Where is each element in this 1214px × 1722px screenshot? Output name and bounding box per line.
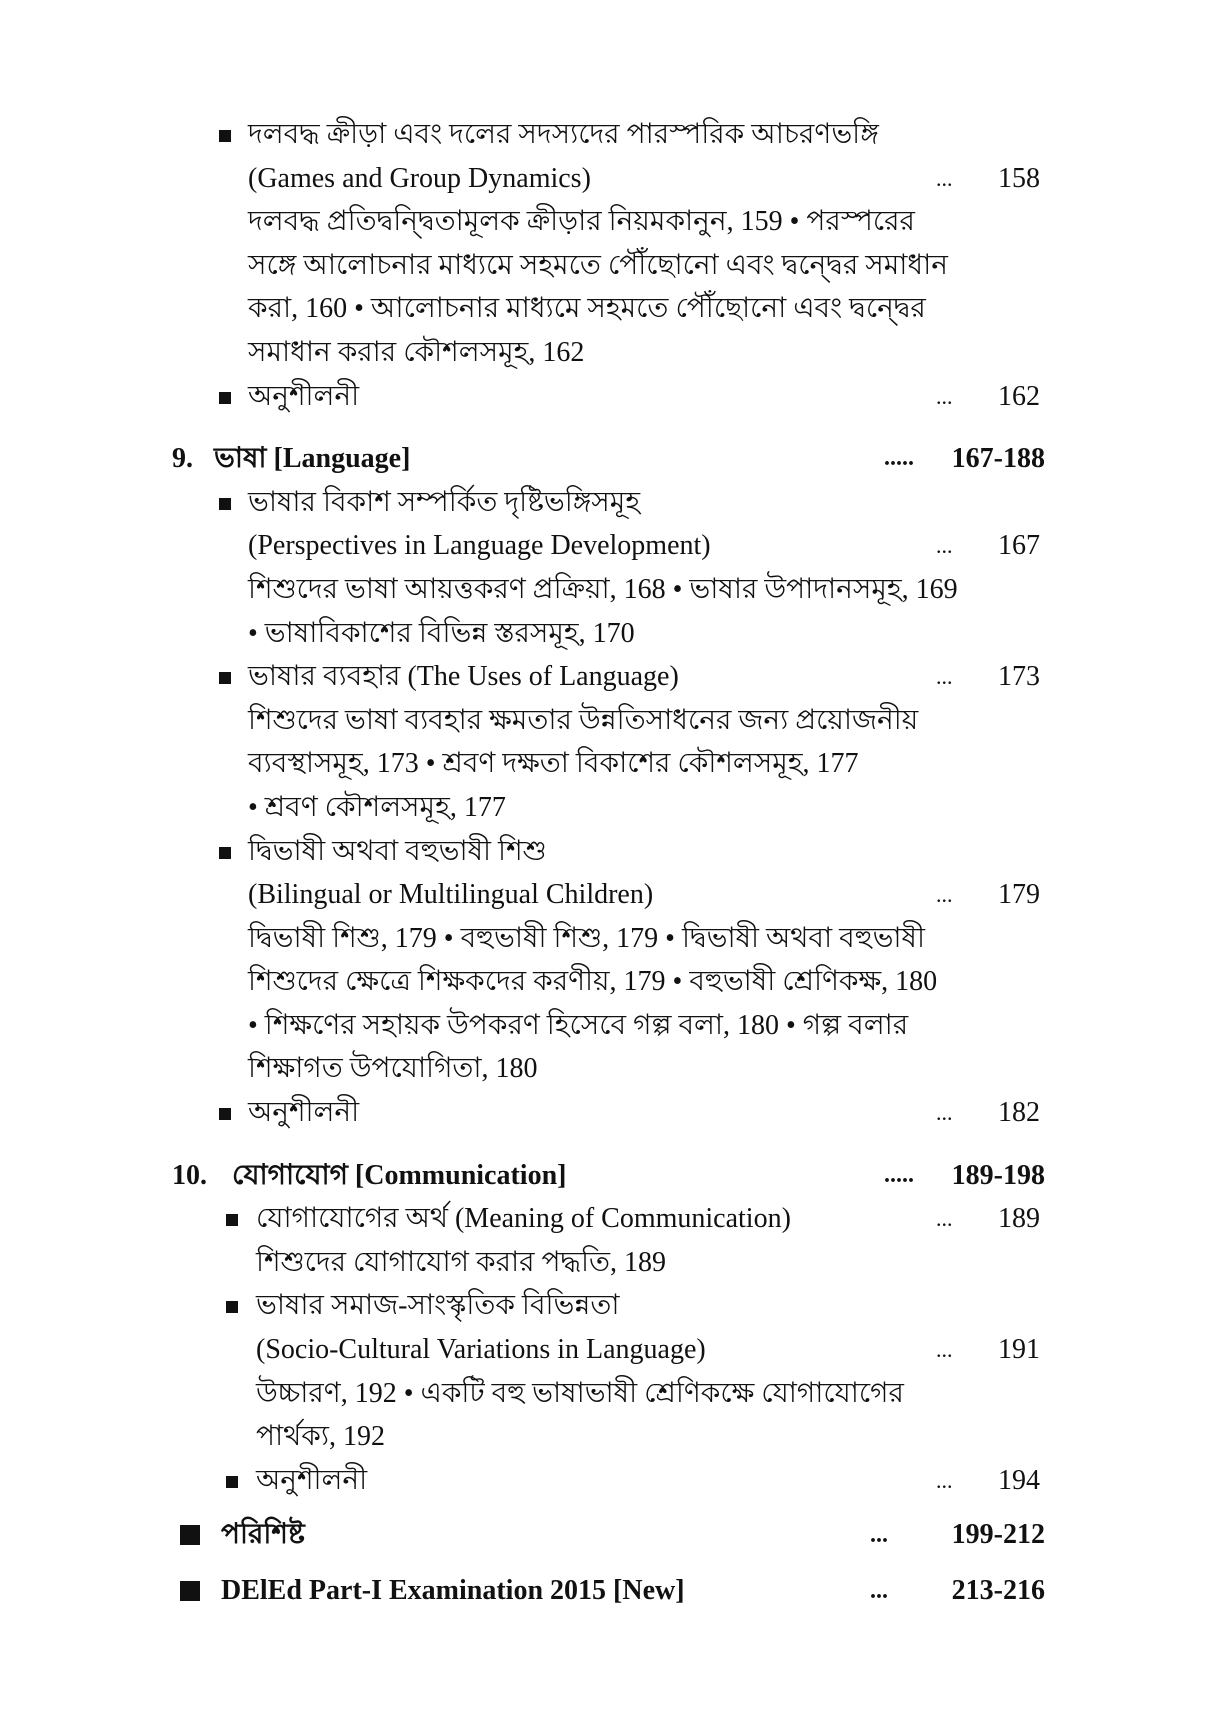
toc-subtopic-line [0, 1047, 1214, 1091]
page-range: 199-212 [951, 1519, 1045, 1551]
subtopic-text: ব্যবস্থাসমূহ, 173 • শ্রবণ দক্ষতা বিকাশের কৌশলসমূহ, 177 [248, 748, 859, 780]
toc-subtopic-line [0, 1004, 1214, 1048]
toc-subtopic-line [0, 568, 1214, 612]
subtopic-text: (Games and Group Dynamics) [248, 162, 591, 194]
entry-title: ভাষার সমাজ-সাংস্কৃতিক বিভিন্নতা [256, 1290, 620, 1322]
entry-title: ভাষার ব্যবহার (The Uses of Language) [248, 661, 679, 693]
toc-subtopic-line [0, 742, 1214, 786]
entry-title: DElEd Part-I Examination 2015 [New] [221, 1575, 685, 1607]
subtopic-text: সঙ্গে আলোচনার মাধ্যমে সহমতে পৌঁছোনো এবং দ্বন্দ্বের সমাধান [248, 249, 948, 281]
subtopic-text: দ্বিভাষী শিশু, 179 • বহুভাষী শিশু, 179 • দ্বিভাষী অথবা বহুভাষী [248, 922, 926, 954]
leader-dots: ... [936, 1100, 953, 1126]
toc-subtopic-line [0, 1241, 1214, 1285]
subtopic-text: শিক্ষাগত উপযোগিতা, 180 [248, 1053, 538, 1085]
page-number: 194 [998, 1464, 1040, 1496]
toc-entry [0, 113, 1214, 157]
leader-dots: ... [936, 165, 953, 191]
leader-dots: ..... [884, 445, 914, 472]
toc-subtopic-line [0, 699, 1214, 743]
subtopic-text: (Bilingual or Multilingual Children) [248, 879, 654, 911]
entry-title: ভাষার বিকাশ সম্পর্কিত দৃষ্টিভঙ্গিসমূহ [248, 486, 641, 518]
toc-subtopic-line [0, 1415, 1214, 1459]
entry-title: অনুশীলনী [248, 380, 360, 412]
page-range: 167-188 [951, 443, 1045, 475]
page-number: 167 [998, 530, 1040, 562]
square-bullet-icon [180, 1581, 200, 1601]
toc-subtopic-line [0, 157, 1214, 201]
toc-subtopic-line [0, 1328, 1214, 1372]
entry-title: যোগাযোগের অর্থ (Meaning of Communication) [256, 1203, 791, 1235]
square-bullet-icon [180, 1525, 200, 1545]
leader-dots: ... [936, 882, 953, 908]
page-range: 213-216 [951, 1575, 1045, 1607]
page-number: 162 [998, 380, 1040, 412]
page-range: 189-198 [951, 1159, 1045, 1191]
toc-subtopic-line [0, 244, 1214, 288]
subtopic-text: শিশুদের ক্ষেত্রে শিক্ষকদের করণীয়, 179 • বহুভাষী শ্রেণিকক্ষ, 180 [248, 966, 938, 998]
subtopic-text: (Socio-Cultural Variations in Language) [256, 1334, 706, 1366]
page-number: 179 [998, 879, 1040, 911]
entry-title: পরিশিষ্ট [221, 1519, 305, 1551]
leader-dots: ... [936, 383, 953, 409]
toc-subtopic-line [0, 331, 1214, 375]
subtopic-text: (Perspectives in Language Development) [248, 530, 711, 562]
chapter-number: 10. [172, 1159, 207, 1191]
toc-entry [0, 1284, 1214, 1328]
square-bullet-icon [219, 847, 231, 859]
subtopic-text: শিশুদের ভাষা আয়ত্তকরণ প্রক্রিয়া, 168 • ভাষার উপাদানসমূহ, 169 [248, 573, 958, 605]
subtopic-text: শিশুদের ভাষা ব্যবহার ক্ষমতার উন্নতিসাধনের জন্য প্রয়োজনীয় [248, 704, 919, 736]
toc-entry [0, 1459, 1214, 1503]
leader-dots: ..... [884, 1161, 914, 1188]
toc-entry [0, 375, 1214, 419]
page-number: 158 [998, 162, 1040, 194]
toc-subtopic-line [0, 612, 1214, 656]
toc-subtopic-line [0, 786, 1214, 830]
square-bullet-icon [226, 1301, 238, 1313]
toc-entry [0, 1091, 1214, 1135]
square-bullet-icon [226, 1214, 238, 1226]
square-bullet-icon [219, 392, 231, 404]
leader-dots: ... [936, 533, 953, 559]
toc-subtopic-line [0, 287, 1214, 331]
toc-subtopic-line [0, 917, 1214, 961]
page-number: 182 [998, 1097, 1040, 1129]
entry-title: অনুশীলনী [248, 1097, 360, 1129]
square-bullet-icon [226, 1476, 238, 1488]
toc-entry [0, 830, 1214, 874]
subtopic-text: সমাধান করার কৌশলসমূহ, 162 [248, 336, 585, 368]
leader-dots: ... [936, 1337, 953, 1363]
appendix-entry [0, 1568, 1214, 1614]
toc-subtopic-line [0, 200, 1214, 244]
chapter-title: যোগাযোগ [Communication] [232, 1159, 567, 1191]
subtopic-text: উচ্চারণ, 192 • একটি বহু ভাষাভাষী শ্রেণিকক্ষে যোগাযোগের [256, 1377, 904, 1409]
leader-dots: ... [936, 1467, 953, 1493]
page-number: 189 [998, 1203, 1040, 1235]
toc-subtopic-line [0, 1372, 1214, 1416]
square-bullet-icon [219, 498, 231, 510]
leader-dots: ... [870, 1522, 888, 1549]
appendix-entry [0, 1512, 1214, 1558]
subtopic-text: • শ্রবণ কৌশলসমূহ, 177 [248, 791, 506, 823]
square-bullet-icon [219, 1108, 231, 1120]
square-bullet-icon [219, 130, 231, 142]
entry-title: দলবদ্ধ ক্রীড়া এবং দলের সদস্যদের পারস্পরিক আচরণভঙ্গি [248, 119, 879, 150]
subtopic-text: করা, 160 • আলোচনার মাধ্যমে সহমতে পৌঁছোনো এবং দ্বন্দ্বের [248, 293, 926, 325]
square-bullet-icon [219, 672, 231, 684]
chapter-title: ভাষা [Language] [214, 443, 411, 475]
page-number: 191 [998, 1334, 1040, 1366]
toc-entry [0, 655, 1214, 699]
page-number: 173 [998, 661, 1040, 693]
chapter-number: 9. [172, 443, 193, 475]
toc-subtopic-line [0, 873, 1214, 917]
subtopic-text: শিশুদের যোগাযোগ করার পদ্ধতি, 189 [256, 1246, 667, 1278]
toc-entry [0, 481, 1214, 525]
table-of-contents [0, 113, 1214, 1614]
toc-subtopic-line [0, 524, 1214, 568]
subtopic-text: পার্থক্য, 192 [256, 1421, 385, 1453]
leader-dots: ... [936, 664, 953, 690]
entry-title: অনুশীলনী [256, 1464, 368, 1496]
subtopic-text: • শিক্ষণের সহায়ক উপকরণ হিসেবে গল্প বলা, 180 • গল্প বলার [248, 1009, 909, 1041]
chapter-heading [0, 1154, 1214, 1198]
subtopic-text: দলবদ্ধ প্রতিদ্বন্দ্বিতামূলক ক্রীড়ার নিয়মকানুন, 159 • পরস্পরের [248, 206, 915, 238]
toc-entry [0, 1197, 1214, 1241]
entry-title: দ্বিভাষী অথবা বহুভাষী শিশু [248, 835, 547, 867]
leader-dots: ... [870, 1578, 888, 1605]
toc-subtopic-line [0, 960, 1214, 1004]
chapter-heading [0, 437, 1214, 481]
leader-dots: ... [936, 1206, 953, 1232]
subtopic-text: • ভাষাবিকাশের বিভিন্ন স্তরসমূহ, 170 [248, 617, 635, 649]
